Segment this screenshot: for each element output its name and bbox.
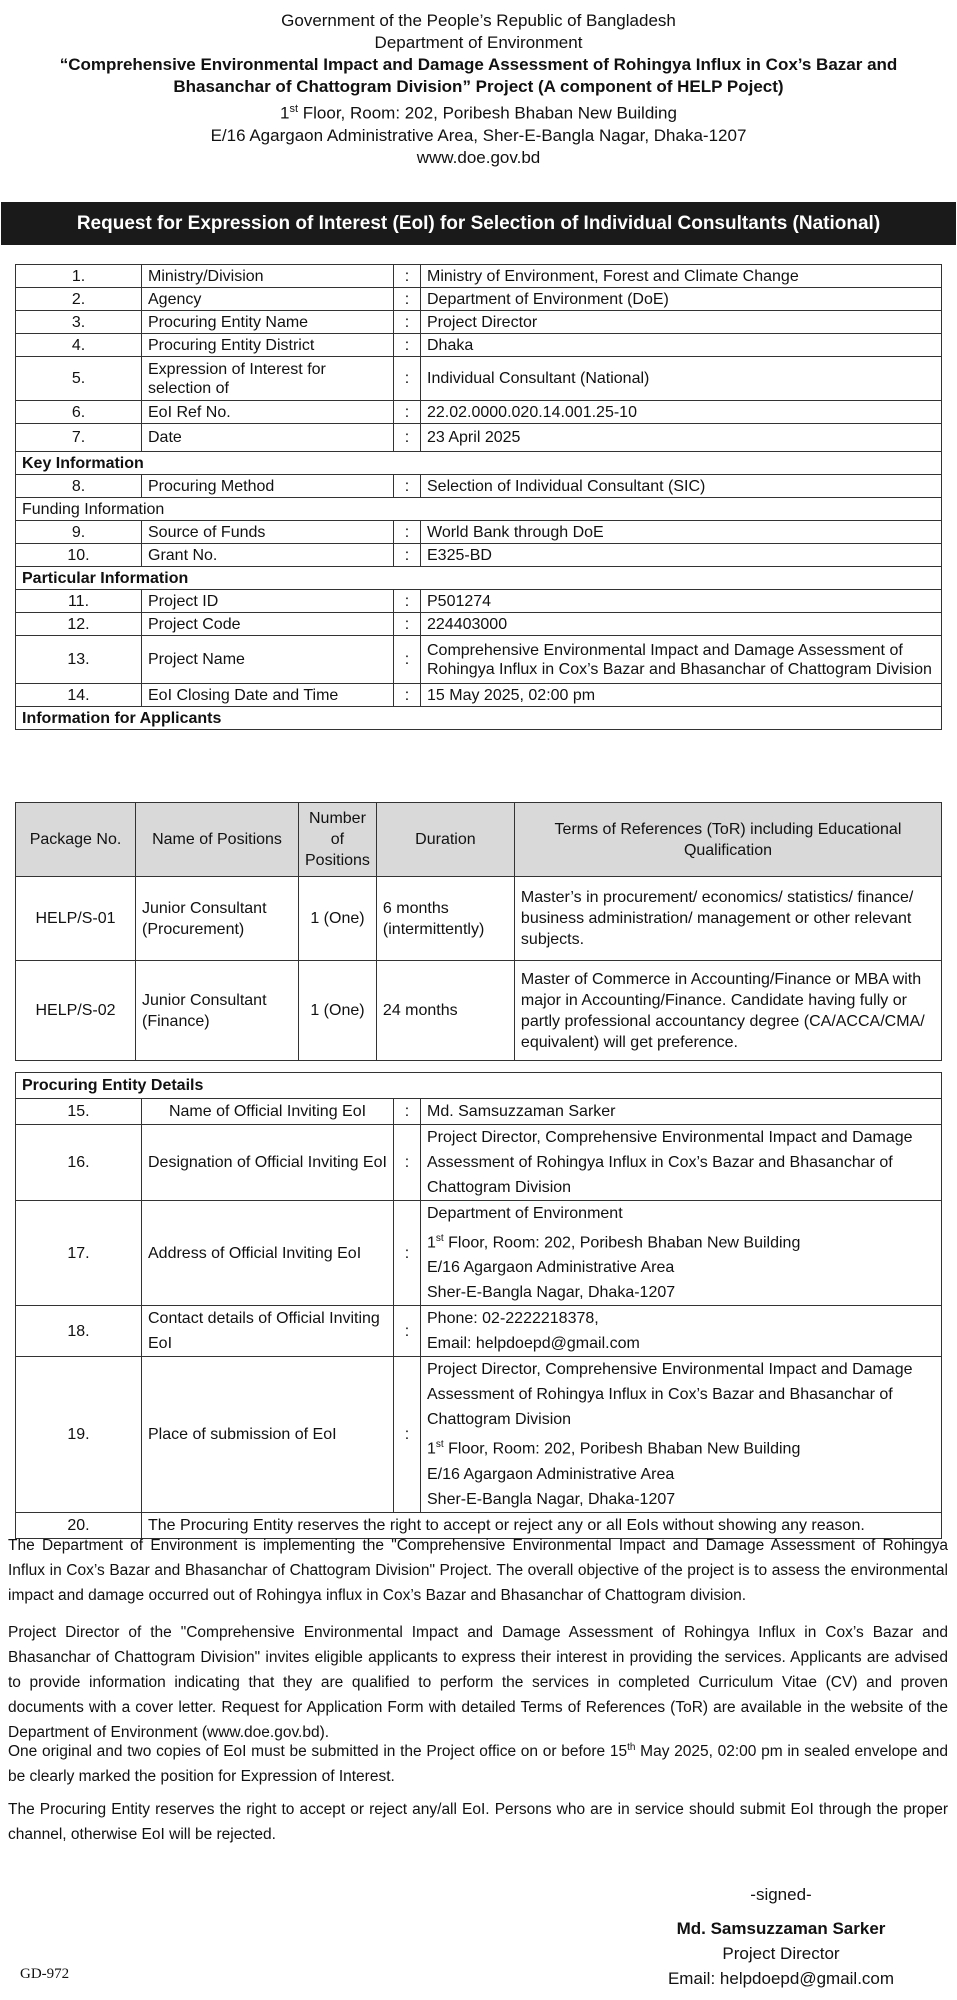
table-row — [16, 684, 942, 707]
table-cell: 2. — [16, 288, 142, 311]
positions-header-row — [16, 803, 942, 877]
table-cell: Junior Consultant (Finance) — [136, 961, 299, 1061]
header-department: Department of Environment — [374, 33, 583, 52]
table-row — [16, 288, 942, 311]
section-particular-information — [16, 567, 942, 590]
section-information-for-applicants — [16, 707, 942, 730]
table-cell: 20. — [16, 1512, 142, 1538]
table-cell: Md. Samsuzzaman Sarker — [421, 1099, 942, 1125]
table-cell: : — [394, 544, 421, 567]
table-row — [16, 877, 942, 961]
table-cell: Address of Official Inviting EoI — [142, 1201, 394, 1306]
table-cell: Selection of Individual Consultant (SIC) — [421, 475, 942, 498]
table-cell: 16. — [16, 1125, 142, 1201]
table-cell: : — [394, 288, 421, 311]
table-cell: Name of Positions — [136, 803, 299, 877]
table-cell: 12. — [16, 613, 142, 636]
table-cell: 224403000 — [421, 613, 942, 636]
table-row — [16, 357, 942, 401]
table-cell: 1. — [16, 265, 142, 288]
table-cell: : — [394, 357, 421, 401]
title-banner: Request for Expression of Interest (EoI) for Selection of Individual Consultants (National) — [1, 202, 956, 245]
table-cell: World Bank through DoE — [421, 521, 942, 544]
signed-mark: -signed- — [750, 1885, 812, 1904]
table-cell: Agency — [142, 288, 394, 311]
table-cell: : — [394, 424, 421, 452]
table-cell: Procuring Entity Name — [142, 311, 394, 334]
table-cell: Master’s in procurement/ economics/ statistics/ finance/ business administration/ management or other relevant subjects. — [514, 877, 941, 961]
eoi-details-table — [15, 264, 942, 730]
header-project-line2: Bhasanchar of Chattogram Division” Project (A component of HELP Poject) — [173, 77, 784, 96]
table-cell: 19. — [16, 1357, 142, 1512]
table-cell: 13. — [16, 636, 142, 684]
table-row — [16, 475, 942, 498]
paragraph-invitation: Project Director of the "Comprehensive Environmental Impact and Damage Assessment of Rohingya Influx in Cox’s Bazar and Bhasanchar of Chattogram Division" invites eligible applicants to express their interest in providing the services. Applicants are advised to provide information indicating that they are qualified to perform the services in completed Curriculum Vitae (CV) and proven documents with a cover letter. Request for Application Form with detailed Terms of References (ToR) are available in the website of the Department of Environment (www.doe.gov.bd). — [8, 1624, 948, 1741]
table-cell: Name of Official Inviting EoI — [142, 1099, 394, 1125]
table-cell: Information for Applicants — [16, 707, 942, 730]
table-cell: HELP/S-01 — [16, 877, 136, 961]
table-cell: Source of Funds — [142, 521, 394, 544]
table-cell: 15 May 2025, 02:00 pm — [421, 684, 942, 707]
header-government: Government of the People’s Republic of Bangladesh — [281, 11, 676, 30]
table-cell: Designation of Official Inviting EoI — [142, 1125, 394, 1201]
signatory-designation: Project Director — [722, 1944, 840, 1963]
paragraph-submission: One original and two copies of EoI must be submitted in the Project office on or before 15th May 2025, 02:00 pm in sealed envelope and be clearly marked the position for Expression of Interest. — [8, 1742, 948, 1786]
table-row — [16, 424, 942, 452]
table-cell: 14. — [16, 684, 142, 707]
section-procuring-entity-details — [16, 1073, 942, 1099]
table-cell: Place of submission of EoI — [142, 1357, 394, 1512]
table-cell: P501274 — [421, 590, 942, 613]
table-cell: 15. — [16, 1099, 142, 1125]
table-cell: Date — [142, 424, 394, 452]
table-cell: Master of Commerce in Accounting/Finance or MBA with major in Accounting/Finance. Candidate having fully or partly professional accountancy degree (CA/ACCA/CMA/ equivalent) will get preference. — [514, 961, 941, 1061]
table-cell: Particular Information — [16, 567, 942, 590]
table-cell: : — [394, 521, 421, 544]
table-cell: Comprehensive Environmental Impact and Damage Assessment of Rohingya Influx in Cox’s Bazar and Bhasanchar of Chattogram Division — [421, 636, 942, 684]
table-row — [16, 1099, 942, 1125]
signature-block — [651, 1882, 911, 1991]
table-cell: 9. — [16, 521, 142, 544]
table-cell: : — [394, 684, 421, 707]
header-website: www.doe.gov.bd — [416, 147, 541, 167]
table-cell: : — [394, 311, 421, 334]
table-cell: HELP/S-02 — [16, 961, 136, 1061]
table-cell: 1 (One) — [299, 877, 377, 961]
positions-table — [15, 802, 942, 1061]
table-cell: Project ID — [142, 590, 394, 613]
table-row — [16, 311, 942, 334]
table-cell: : — [394, 613, 421, 636]
table-row — [16, 521, 942, 544]
table-cell: 4. — [16, 334, 142, 357]
table-cell: Expression of Interest for selection of — [142, 357, 394, 401]
signatory-email: Email: helpdoepd@gmail.com — [667, 1969, 895, 1988]
table-row — [16, 613, 942, 636]
table-cell: : — [394, 475, 421, 498]
table-cell: : — [394, 1201, 421, 1306]
table-cell: Number of Positions — [299, 803, 377, 877]
table-cell: Project Name — [142, 636, 394, 684]
table-cell: Project Director, Comprehensive Environmental Impact and Damage Assessment of Rohingya Influx in Cox’s Bazar and Bhasanchar of Chattogram Division — [421, 1125, 942, 1201]
table-cell: Procuring Entity District — [142, 334, 394, 357]
table-row — [16, 334, 942, 357]
table-cell: 5. — [16, 357, 142, 401]
table-row: 19. Place of submission of EoI : Project Director, Comprehensive Environmental Impact and Damage Assessment of Rohingya Influx in Cox’s Bazar and Bhasanchar of Chattogram Division 1st Floor, Room: 202, Poribesh Bhaban New Building E/16 Agargaon Administrative Area Sher-E-Bangla Nagar, Dhaka-1207 — [16, 1357, 942, 1512]
table-cell: : — [394, 1306, 421, 1357]
table-row — [16, 1125, 942, 1201]
table-cell: Project Director — [421, 311, 942, 334]
table-cell: 7. — [16, 424, 142, 452]
table-row — [16, 401, 942, 424]
header-address-line1: 1st Floor, Room: 202, Poribesh Bhaban New Building — [280, 103, 677, 123]
table-cell: : — [394, 1099, 421, 1125]
table-row — [16, 544, 942, 567]
table-cell: Ministry/Division — [142, 265, 394, 288]
table-cell: Key Information — [16, 452, 942, 475]
table-cell: 10. — [16, 544, 142, 567]
table-cell: 3. — [16, 311, 142, 334]
table-cell: Procuring Entity Details — [16, 1073, 942, 1099]
table-row — [16, 636, 942, 684]
section-funding-information — [16, 498, 942, 521]
table-cell: : — [394, 401, 421, 424]
table-cell: Project Code — [142, 613, 394, 636]
table-cell: EoI Closing Date and Time — [142, 684, 394, 707]
table-cell: : — [394, 636, 421, 684]
table-cell: : — [394, 1357, 421, 1512]
table-cell: 8. — [16, 475, 142, 498]
table-cell: 11. — [16, 590, 142, 613]
paragraph-reservation: The Procuring Entity reserves the right to accept or reject any/all EoI. Persons who are in service should submit EoI through the proper channel, otherwise EoI will be rejected. — [8, 1801, 948, 1843]
table-cell: : — [394, 590, 421, 613]
table-cell: 17. — [16, 1201, 142, 1306]
table-cell: Funding Information — [16, 498, 942, 521]
table-cell: Terms of References (ToR) including Educational Qualification — [514, 803, 941, 877]
table-cell: 6 months (intermittently) — [376, 877, 514, 961]
table-cell: EoI Ref No. — [142, 401, 394, 424]
table-cell: 24 months — [376, 961, 514, 1061]
table-cell: Package No. — [16, 803, 136, 877]
table-cell: The Procuring Entity reserves the right to accept or reject any or all EoIs without showing any reason. — [142, 1512, 942, 1538]
table-cell: Duration — [376, 803, 514, 877]
table-row — [16, 961, 942, 1061]
table-cell: Dhaka — [421, 334, 942, 357]
document-header — [0, 10, 957, 169]
table-cell: 22.02.0000.020.14.001.25-10 — [421, 401, 942, 424]
paragraph-project-description: The Department of Environment is implementing the "Comprehensive Environmental Impact and Damage Assessment of Rohingya Influx in Cox’s Bazar and Bhasanchar of Chattogram Division" Project. The overall objective of the project is to assess the environmental impact and damage occurred out of Rohingya influx in Cox’s Bazar and Bhasanchar of Chattogram division. — [8, 1537, 948, 1604]
table-row: 18. Contact details of Official Inviting EoI : Phone: 02-2222218378, Email: helpdoepd@gmail.com — [16, 1306, 942, 1357]
table-cell: Procuring Method — [142, 475, 394, 498]
table-cell: Grant No. — [142, 544, 394, 567]
header-project-line1: “Comprehensive Environmental Impact and Damage Assessment of Rohingya Influx in Cox’s Bazar and — [59, 55, 898, 74]
table-cell: Junior Consultant (Procurement) — [136, 877, 299, 961]
signatory-name: Md. Samsuzzaman Sarker — [676, 1919, 886, 1938]
table-cell: Ministry of Environment, Forest and Climate Change — [421, 265, 942, 288]
table-cell: : — [394, 334, 421, 357]
table-cell: Individual Consultant (National) — [421, 357, 942, 401]
gd-code: GD-972 — [20, 1966, 70, 1982]
table-cell: 6. — [16, 401, 142, 424]
table-cell: E325-BD — [421, 544, 942, 567]
procuring-entity-table — [15, 1072, 942, 1539]
table-row — [16, 265, 942, 288]
section-key-information — [16, 452, 942, 475]
table-cell: : — [394, 265, 421, 288]
table-cell: Contact details of Official Inviting EoI — [142, 1306, 394, 1357]
table-row: 17. Address of Official Inviting EoI : Department of Environment 1st Floor, Room: 202, Poribesh Bhaban New Building E/16 Agargaon Administrative Area Sher-E-Bangla Nagar, Dhaka-1207 — [16, 1201, 942, 1306]
table-cell: 23 April 2025 — [421, 424, 942, 452]
header-address-line2: E/16 Agargaon Administrative Area, Sher-E-Bangla Nagar, Dhaka-1207 — [210, 125, 747, 145]
table-row — [16, 590, 942, 613]
table-cell: : — [394, 1125, 421, 1201]
table-cell: 18. — [16, 1306, 142, 1357]
table-cell: 1 (One) — [299, 961, 377, 1061]
table-cell: Department of Environment (DoE) — [421, 288, 942, 311]
